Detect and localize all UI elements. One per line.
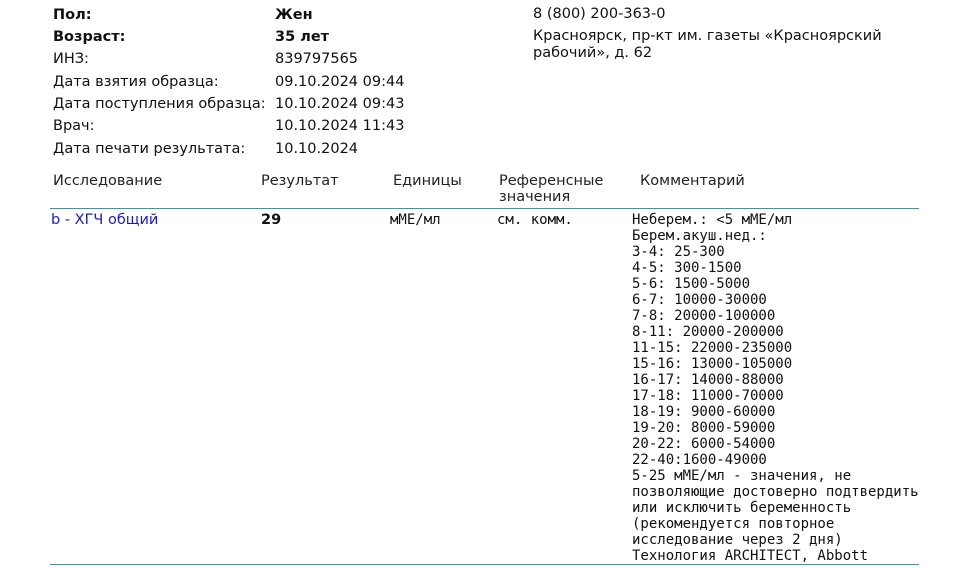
header-reference-line2: значения (499, 189, 571, 205)
age-value: 35 лет (275, 29, 330, 45)
test-comment (632, 212, 919, 564)
sample-taken-value: 09.10.2024 09:44 (275, 74, 405, 90)
header-result: Результат (261, 173, 339, 189)
comment-line: или исключить беременность (632, 500, 852, 516)
footer-divider (50, 564, 919, 565)
header-reference (499, 173, 603, 205)
lab-phone: 8 (800) 200-363-0 (533, 6, 666, 22)
inz-label: ИНЗ: (53, 51, 89, 67)
comment-line: 7-8: 20000-100000 (632, 308, 776, 324)
comment-line: 5-25 мМЕ/мл - значения, не (632, 468, 852, 484)
test-units: мМЕ/мл (390, 212, 441, 228)
print-date-value: 10.10.2024 (275, 141, 359, 157)
comment-line: 4-5: 300-1500 (632, 260, 742, 276)
age-label: Возраст: (53, 29, 126, 45)
inz-value: 839797565 (275, 51, 359, 67)
header-comment: Комментарий (640, 173, 745, 189)
test-name: b - ХГЧ общий (51, 212, 159, 228)
comment-line: 3-4: 25-300 (632, 244, 725, 260)
header-divider (50, 208, 919, 209)
sex-value: Жен (275, 7, 313, 23)
comment-line: позволяющие достоверно подтвердить (632, 484, 919, 500)
comment-line: 6-7: 10000-30000 (632, 292, 767, 308)
header-test: Исследование (53, 173, 163, 189)
comment-line: 5-6: 1500-5000 (632, 276, 751, 292)
sample-taken-label: Дата взятия образца: (53, 74, 219, 90)
header-reference-line1: Референсные (499, 173, 604, 189)
sample-received-value: 10.10.2024 09:43 (275, 96, 405, 112)
print-date-label: Дата печати результата: (53, 141, 246, 157)
sample-received-label: Дата поступления образца: (53, 96, 266, 112)
comment-line: 20-22: 6000-54000 (632, 436, 776, 452)
lab-address-line1: Красноярск, пр-кт им. газеты «Красноярский (533, 28, 882, 44)
comment-line: 8-11: 20000-200000 (632, 324, 784, 340)
comment-line: Неберем.: <5 мМЕ/мл (632, 212, 793, 228)
comment-line: 16-17: 14000-88000 (632, 372, 784, 388)
doctor-label: Врач: (53, 118, 95, 134)
doctor-value: 10.10.2024 11:43 (275, 118, 405, 134)
lab-address-line2: рабочий», д. 62 (533, 45, 653, 61)
comment-line: 22-40:1600-49000 (632, 452, 767, 468)
test-result: 29 (261, 212, 282, 228)
comment-line: (рекомендуется повторное (632, 516, 835, 532)
comment-line: Берем.акуш.нед.: (632, 228, 767, 244)
comment-line: 19-20: 8000-59000 (632, 420, 776, 436)
comment-line: 18-19: 9000-60000 (632, 404, 776, 420)
comment-line: 15-16: 13000-105000 (632, 356, 793, 372)
comment-line: 11-15: 22000-235000 (632, 340, 793, 356)
comment-line: исследование через 2 дня) (632, 532, 843, 548)
comment-line: 17-18: 11000-70000 (632, 388, 784, 404)
comment-line: Технология ARCHITECT, Abbott (632, 548, 869, 564)
test-reference: см. комм. (497, 212, 573, 228)
header-units: Единицы (393, 173, 462, 189)
sex-label: Пол: (53, 7, 92, 23)
